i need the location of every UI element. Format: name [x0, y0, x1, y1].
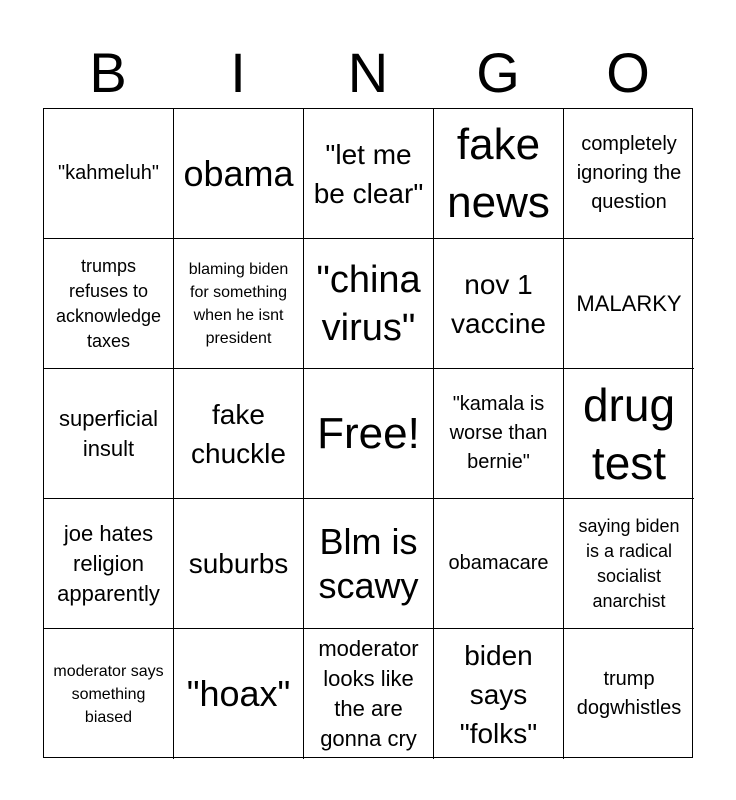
cell-text: trumps refuses to acknowledge taxes [55, 255, 162, 351]
cell-text: trump dogwhistles [576, 668, 682, 719]
bingo-cell-r2c3[interactable] [304, 239, 434, 369]
cell-text: "hoax" [186, 673, 291, 714]
header-letter-i: I [230, 41, 246, 104]
cell-text: obamacare [448, 552, 549, 574]
cell-text: "china virus" [316, 258, 421, 349]
cell-text: suburbs [188, 548, 289, 579]
cell-text: biden says "folks" [459, 639, 538, 749]
bingo-cell-r3c2[interactable] [174, 369, 304, 499]
cell-text: joe hates religion apparently [57, 520, 160, 606]
cell-text: moderator says something biased [53, 662, 164, 726]
cell-text: drug test [582, 378, 676, 489]
cell-text: "kahmeluh" [58, 162, 159, 184]
bingo-cell-r5c3[interactable] [304, 629, 434, 759]
bingo-cell-r1c5[interactable] [564, 109, 694, 239]
bingo-cell-r3c3[interactable] [304, 369, 434, 499]
cell-text: blaming biden for something when he isnt president [188, 260, 289, 347]
bingo-cell-r4c2[interactable] [174, 499, 304, 629]
bingo-cell-r1c3[interactable] [304, 109, 434, 239]
bingo-cell-r2c5[interactable] [564, 239, 694, 369]
cell-text: fake news [447, 119, 550, 227]
cell-text: MALARKY [576, 290, 682, 316]
cell-text: completely ignoring the question [576, 133, 682, 213]
bingo-cell-r5c1[interactable] [44, 629, 174, 759]
bingo-cell-r5c2[interactable] [174, 629, 304, 759]
bingo-cell-r4c4[interactable] [434, 499, 564, 629]
cell-text: "kamala is worse than bernie" [449, 393, 548, 473]
bingo-cell-r3c4[interactable] [434, 369, 564, 499]
cell-text: saying biden is a radical socialist anarchist [578, 515, 680, 611]
cell-text: "let me be clear" [313, 138, 424, 209]
cell-text: fake chuckle [191, 398, 286, 469]
header-letter-n: N [347, 41, 389, 104]
bingo-cell-r1c1[interactable] [44, 109, 174, 239]
bingo-cell-r4c3[interactable] [304, 499, 434, 629]
bingo-cell-r5c4[interactable] [434, 629, 564, 759]
header-letter-g: G [476, 41, 520, 104]
bingo-cell-r1c2[interactable] [174, 109, 304, 239]
free-space: Free! [317, 408, 420, 458]
bingo-cell-r2c4[interactable] [434, 239, 564, 369]
bingo-grid [43, 108, 693, 758]
bingo-header [43, 38, 693, 108]
header-letter-o: O [606, 41, 650, 104]
bingo-cell-r3c1[interactable] [44, 369, 174, 499]
cell-text: Blm is scawy [318, 520, 419, 606]
bingo-cell-r5c5[interactable] [564, 629, 694, 759]
cell-text: superficial insult [58, 405, 159, 461]
bingo-cell-r4c5[interactable] [564, 499, 694, 629]
cell-text: moderator looks like the are gonna cry [318, 636, 419, 751]
cell-text: nov 1 vaccine [451, 268, 546, 339]
header-letter-b: B [89, 41, 127, 104]
bingo-cell-r4c1[interactable] [44, 499, 174, 629]
bingo-cell-r2c1[interactable] [44, 239, 174, 369]
bingo-cell-r2c2[interactable] [174, 239, 304, 369]
bingo-cell-r1c4[interactable] [434, 109, 564, 239]
bingo-cell-r3c5[interactable] [564, 369, 694, 499]
cell-text: obama [183, 152, 294, 194]
